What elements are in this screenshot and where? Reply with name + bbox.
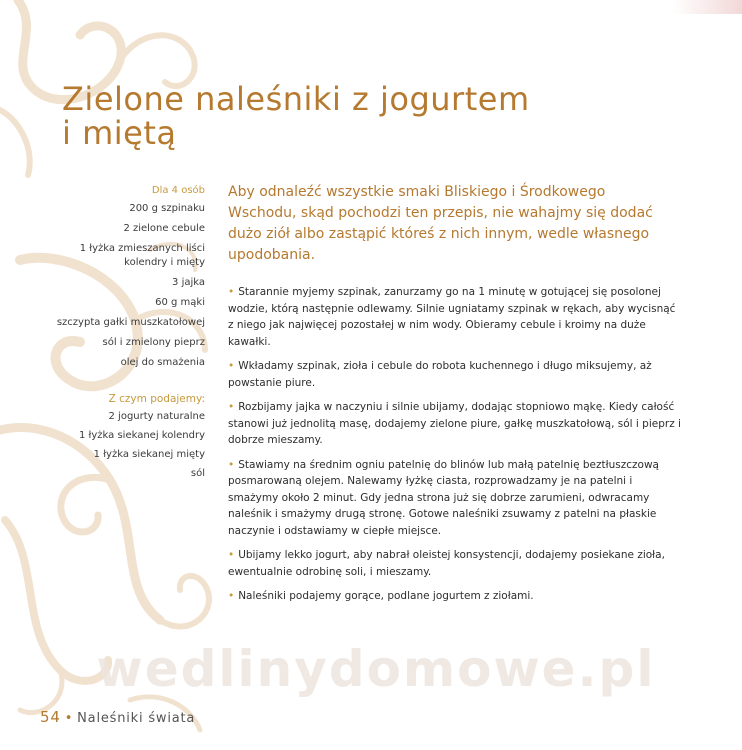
ingredient-item: 2 zielone cebule xyxy=(123,223,205,234)
bullet-icon: • xyxy=(228,286,235,298)
page-number: 54 xyxy=(40,708,61,726)
step-item xyxy=(228,399,684,449)
step-text: Wkładamy szpinak, zioła i cebule do robota kuchennego i długo miksujemy, aż powstanie piure. xyxy=(228,360,652,389)
step-text: Rozbijamy jajka w naczyniu i silnie ubijamy, dodając stopniowo mąkę. Kiedy całość stanowi już jednolitą masę, dodajemy zielone piure, gałkę muszkatołową, sól i pieprz i dobrze mieszamy. xyxy=(228,401,681,446)
serve-item: sól xyxy=(190,468,205,479)
bullet-icon: • xyxy=(228,549,235,561)
title-line-2: i miętą xyxy=(62,114,177,152)
corner-tint xyxy=(672,0,742,14)
ingredient-item: 60 g mąki xyxy=(155,297,205,308)
step-text: Starannie myjemy szpinak, zanurzamy go na 1 minutę w gotującej się posolonej wodzie, którą następnie odlewamy. Silnie ugniatamy szpinak w rękach, aby wycisnąć z niego jak najwięcej pozostałej w nim wody. Obieramy cebule i kroimy na duże kawałki. xyxy=(228,286,676,348)
book-title: Naleśniki świata xyxy=(77,711,196,726)
ingredient-item: sól i zmielony pieprz xyxy=(102,337,205,348)
step-item xyxy=(228,457,684,540)
ingredient-item: 200 g szpinaku xyxy=(129,203,205,214)
page-footer xyxy=(40,708,195,726)
ingredient-item: olej do smażenia xyxy=(120,357,205,368)
intro-paragraph: Aby odnaleźć wszystkie smaki Bliskiego i Środkowego Wschodu, skąd pochodzi ten przepis, nie wahajmy się dodać dużo ziół albo zastąpić któreś z nich innym, wedle własnego upodobania. xyxy=(228,184,653,263)
step-text: Naleśniki podajemy gorące, podlane jogurtem z ziołami. xyxy=(238,590,534,602)
serve-item: 1 łyżka siekanej kolendry xyxy=(78,430,205,441)
steps-list xyxy=(228,284,684,613)
step-text: Ubijamy lekko jogurt, aby nabrał oleistej konsystencji, dodajemy posiekane zioła, ewentualnie odrobinę soli, i mieszamy. xyxy=(228,549,665,578)
serve-item: 1 łyżka siekanej mięty xyxy=(93,449,205,460)
step-text: Stawiamy na średnim ogniu patelnię do blinów lub małą patelnię beztłuszczową posmarowaną olejem. Nalewamy łyżkę ciasta, rozprowadzamy je na patelni i smażymy około 2 minut. Gdy jedna strona już się dobrze zarumieni, odwracamy naleśnik i smażymy drugą stronę. Gotowe naleśniki zsuwamy z patelni na płaskie naczynie i odstawiamy w ciepłe miejsce. xyxy=(228,458,659,537)
ingredient-item: 3 jajka xyxy=(172,277,205,288)
watermark: wedlinydomowe.pl xyxy=(96,640,656,698)
step-item xyxy=(228,547,684,580)
step-item xyxy=(228,358,684,391)
step-item xyxy=(228,284,684,350)
serve-heading: Z czym podajemy: xyxy=(108,393,205,405)
ingredients-column xyxy=(40,184,205,486)
bullet-icon: • xyxy=(228,590,235,602)
bullet-icon: • xyxy=(228,401,235,413)
bullet-icon: • xyxy=(228,458,235,471)
ingredient-item: szczypta gałki muszkatołowej xyxy=(56,317,205,328)
title-line-1: Zielone naleśniki z jogurtem xyxy=(62,80,530,118)
servings-label: Dla 4 osób xyxy=(151,185,205,196)
recipe-title xyxy=(62,82,530,150)
bullet-icon: • xyxy=(228,360,235,372)
footer-separator: • xyxy=(64,711,74,726)
step-item xyxy=(228,588,684,605)
serve-item: 2 jogurty naturalne xyxy=(108,411,205,422)
ingredient-item: 1 łyżka zmieszanych liści kolendry i mięty xyxy=(79,243,205,268)
